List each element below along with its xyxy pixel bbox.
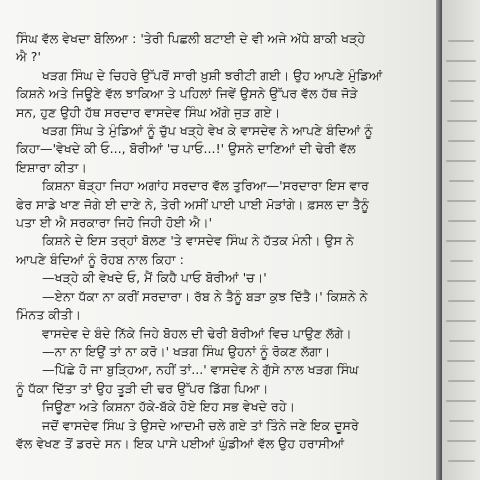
text-line: ਵਾਸਦੇਵ ਦੇ ਬੰਦੇ ਨਿੱਕੇ ਜਿਹੇ ਬੋਹਲ ਦੀ ਢੇਰੀ ਬੋਰੀਆਂ ਵਿਚ ਪਾਉਣ ਲੱਗੇ।	[42, 325, 352, 341]
text-line: ਆਪਣੇ ਬੰਦਿਆਂ ਨੂੰ ਰੋਹਬ ਨਾਲ ਕਿਹਾ :	[16, 251, 184, 267]
text-line: —ਖੜ੍ਹੇ ਕੀ ਵੇਖਦੇ ਓ, ਮੈਂ ਕਿਹੈ ਪਾਓ ਬੋਰੀਆਂ 'ਚ।'	[42, 270, 267, 286]
text-line: ਐ ?'	[16, 49, 41, 65]
text-line: ਸਨ, ਹੁਣ ਉਹੀ ਹੱਥ ਸਰਦਾਰ ਵਾਸਦੇਵ ਸਿੰਘ ਅੱਗੇ ਜੁੜ ਗਏ।	[16, 104, 281, 120]
text-line: ਮਿੰਨਤ ਕੀਤੀ।	[16, 307, 81, 323]
page-body-text	[16, 30, 436, 453]
text-line: ਕਿਹਾ—'ਵੇਖਦੇ ਕੀ ਓ..., ਬੋਰੀਆਂ 'ਚ ਪਾਓ...!' ਉਸਨੇ ਦਾਣਿਆਂ ਦੀ ਢੇਰੀ ਵੱਲ	[16, 141, 356, 157]
text-line: ਵੱਲ ਵੇਖਣ ਤੋਂ ਡਰਦੇ ਸਨ। ਇਕ ਪਾਸੇ ਪਈਆਂ ਘੁੰਡੀਆਂ ਵੱਲ ਉਹ ਹਰਾਸੀਆਂ	[16, 435, 345, 451]
text-line: ਜਦੋਂ ਵਾਸਦੇਵ ਸਿੰਘ ਤੇ ਉਸਦੇ ਆਦਮੀ ਚਲੇ ਗਏ ਤਾਂ ਤਿੰਨੇ ਜਣੇ ਇਕ ਦੂਸਰੇ	[42, 417, 359, 433]
text-line: ਕਿਸ਼ਨੇ ਅਤੇ ਜਿਊਣੇ ਵੱਲ ਝਾਕਿਆ ਤੇ ਪਹਿਲਾਂ ਜਿਵੇਂ ਉਸਨੇ ਉੱਪਰ ਵੱਲ ਹੱਥ ਜੋੜੇ	[16, 86, 358, 102]
text-line: ਫੇਰ ਸਾਡੇ ਖਾਣ ਜੋਗੇ ਈ ਦਾਣੇ ਨੇ, ਤੇਰੀ ਅਸੀਂ ਪਾਈ ਪਾਈ ਮੋੜਾਂਗੇ। ਫ਼ਸਲ ਦਾ ਤੈਨੂੰ	[16, 196, 369, 212]
text-line: —ਨਾ ਨਾ ਇਉਂ ਤਾਂ ਨਾ ਕਰੋ।' ਖੜਗ ਸਿੰਘ ਉਹਨਾਂ ਨੂੰ ਰੋਕਣ ਲੱਗਾ।	[42, 343, 331, 359]
text-line: ਇਸ਼ਾਰਾ ਕੀਤਾ।	[16, 159, 87, 175]
adjacent-page-blurred	[442, 0, 480, 480]
text-line: ਜਿਊਣਾ ਅਤੇ ਕਿਸ਼ਨਾ ਹੱਕੇ-ਬੱਕੇ ਹੋਏ ਇਹ ਸਭ ਵੇਖਦੇ ਰਹੇ।	[42, 399, 296, 415]
text-line: ਪਤਾ ਈ ਐ ਸਰਕਾਰਾ ਜਿਹੋ ਜਿਹੀ ਹੋਈ ਐ।'	[16, 215, 213, 231]
text-line: —ਪਿੱਛੇ ਹੋ ਜਾ ਬੁੜ੍ਹਿਆ, ਨਹੀਂ ਤਾਂ...' ਵਾਸਦੇਵ ਨੇ ਗੁੱਸੇ ਨਾਲ ਖੜਗ ਸਿੰਘ	[42, 362, 359, 378]
text-line: ਖੜਗ ਸਿੰਘ ਤੇ ਮੁੰਡਿਆਂ ਨੂੰ ਚੁੱਪ ਖੜ੍ਹੇ ਵੇਖ ਕੇ ਵਾਸਦੇਵ ਨੇ ਆਪਣੇ ਬੰਦਿਆਂ ਨੂੰ	[42, 123, 373, 139]
text-line: ਖੜਗ ਸਿੰਘ ਦੇ ਚਿਹਰੇ ਉੱਪਰੋਂ ਸਾਰੀ ਖ਼ੁਸ਼ੀ ਝਰੀਟੀ ਗਈ। ਉਹ ਆਪਣੇ ਮੁੰਡਿਆਂ	[42, 67, 383, 83]
text-line: ਕਿਸ਼ਨੇ ਦੇ ਇਸ ਤਰ੍ਹਾਂ ਬੋਲਣ 'ਤੇ ਵਾਸਦੇਵ ਸਿੰਘ ਨੇ ਹੱਤਕ ਮੰਨੀ। ਉਸ ਨੇ	[42, 233, 354, 249]
text-line: —ਏਨਾ ਧੱਕਾ ਨਾ ਕਰੀਂ ਸਰਦਾਰਾ। ਰੱਬ ਨੇ ਤੈਨੂੰ ਬੜਾ ਕੁਝ ਦਿੱਤੈ।' ਕਿਸ਼ਨੇ ਨੇ	[42, 288, 368, 304]
text-line: ਸਿੰਘ ਵੱਲ ਵੇਖਦਾ ਬੋਲਿਆ : 'ਤੇਰੀ ਪਿਛਲੀ ਬਟਾਈ ਦੇ ਵੀ ਅਜੇ ਅੱਧੇ ਬਾਕੀ ਖੜ੍ਹੇ	[16, 31, 366, 46]
text-line: ਕਿਸ਼ਨਾ ਥੋੜ੍ਹਾ ਜਿਹਾ ਅਗਾਂਹ ਸਰਦਾਰ ਵੱਲ ਤੁਰਿਆ—'ਸਰਦਾਰਾ ਇਸ ਵਾਰ	[42, 178, 369, 194]
text-line: ਨੂੰ ਧੱਕਾ ਦਿੱਤਾ ਤਾਂ ਉਹ ਤੂੜੀ ਦੀ ਢਰ ਉੱਪਰ ਡਿੱਗ ਪਿਆ।	[16, 380, 269, 396]
